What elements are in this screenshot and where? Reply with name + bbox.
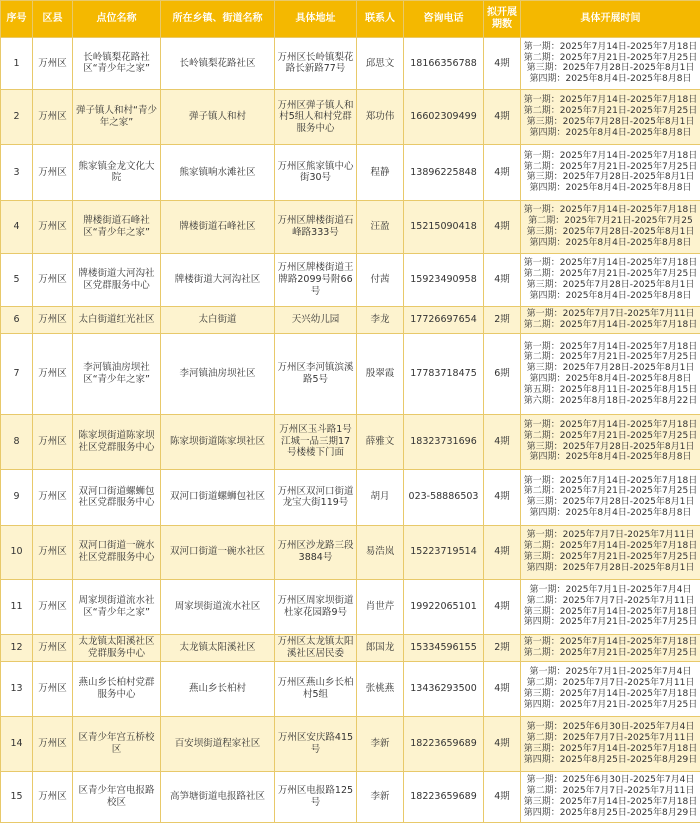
cell-period-count: 4期: [484, 469, 521, 525]
schedule-period: 第一期：2025年7月7日-2025年7月11日: [526, 530, 695, 541]
cell-address: 万州区双河口街道龙宝大街119号: [275, 469, 357, 525]
cell-contact-person: 汪盈: [357, 200, 404, 253]
cell-phone: 18323731696: [404, 414, 484, 469]
schedule-period: 第三期：2025年7月14日-2025年7月18日: [523, 689, 698, 699]
header-cell: 所在乡镇、街道名称: [161, 1, 275, 38]
cell-town-street: 太龙镇太阳溪社区: [161, 634, 275, 661]
cell-schedule: [521, 525, 700, 579]
cell-site-name: 双河口街道一碗水社区党群服务中心: [73, 525, 161, 579]
cell-period-count: 4期: [484, 89, 521, 144]
header-cell: 联系人: [357, 1, 404, 38]
table-row: [1, 334, 700, 414]
table-row: [1, 253, 700, 306]
table-row: [1, 144, 700, 200]
cell-serial-number: 11: [1, 579, 33, 634]
table-row: [1, 414, 700, 469]
schedule-period: 第一期：2025年7月1日-2025年7月4日: [529, 584, 692, 595]
cell-address: 万州区牌楼街道王牌路2099号附66号: [275, 253, 357, 306]
cell-contact-person: 郑功伟: [357, 89, 404, 144]
cell-phone: 15334596155: [404, 634, 484, 661]
cell-phone: 15223719514: [404, 525, 484, 579]
cell-contact-person: 殷翠霞: [357, 334, 404, 414]
header-cell: 咨询电话: [404, 1, 484, 38]
cell-phone: 16602309499: [404, 89, 484, 144]
table-row: [1, 662, 700, 717]
cell-schedule: [521, 662, 700, 717]
cell-site-name: 长岭镇梨花路社区“青少年之家”: [73, 38, 161, 90]
cell-period-count: 4期: [484, 525, 521, 579]
cell-contact-person: 薛雅文: [357, 414, 404, 469]
schedule-period: 第三期：2025年7月28日-2025年8月1日: [526, 226, 695, 237]
cell-period-count: 2期: [484, 306, 521, 333]
cell-district: 万州区: [33, 38, 73, 90]
cell-district: 万州区: [33, 579, 73, 634]
cell-site-name: 区青少年宫电报路校区: [73, 771, 161, 822]
cell-town-street: 百安坝街道程家社区: [161, 716, 275, 771]
cell-schedule: [521, 334, 700, 414]
cell-address: 万州区周家坝街道杜家花园路9号: [275, 579, 357, 634]
cell-district: 万州区: [33, 253, 73, 306]
cell-phone: 13896225848: [404, 144, 484, 200]
cell-serial-number: 3: [1, 144, 33, 200]
cell-site-name: 牌楼街道石峰社区“青少年之家”: [73, 200, 161, 253]
cell-contact-person: 张桃燕: [357, 662, 404, 717]
cell-town-street: 双河口街道一碗水社区: [161, 525, 275, 579]
header-row: [1, 1, 700, 38]
header-cell: 拟开展期数: [484, 1, 521, 38]
schedule-period: 第三期：2025年7月28日-2025年8月1日: [526, 279, 695, 290]
cell-contact-person: 郎国龙: [357, 634, 404, 661]
cell-phone: 17726697654: [404, 306, 484, 333]
table-row: [1, 200, 700, 253]
cell-site-name: 双河口街道螺蛳包社区党群服务中心: [73, 469, 161, 525]
schedule-period: 第二期：2025年7月21日-2025年7月25日: [523, 647, 698, 658]
cell-period-count: 4期: [484, 200, 521, 253]
cell-phone: 023-58886503: [404, 469, 484, 525]
schedule-period: 第五期：2025年8月11日-2025年8月15日: [523, 384, 698, 395]
cell-town-street: 周家坝街道流水社区: [161, 579, 275, 634]
schedule-period: 第二期：2025年7月21日-2025年7月25日: [523, 352, 698, 363]
cell-district: 万州区: [33, 414, 73, 469]
schedule-period: 第四期：2025年8月4日-2025年8月8日: [529, 290, 692, 301]
schedule-period: 第二期：2025年7月14日-2025年7月18日: [523, 541, 698, 552]
schedule-period: 第三期：2025年7月28日-2025年8月1日: [526, 497, 695, 508]
cell-address: 万州区弹子镇人和村5组人和村党群服务中心: [275, 89, 357, 144]
cell-town-street: 太白街道: [161, 306, 275, 333]
schedule-period: 第二期：2025年7月21日-2025年7月25日: [523, 268, 698, 279]
schedule-period: 第三期：2025年7月14日-2025年7月18日: [523, 743, 698, 754]
schedule-period: 第一期：2025年7月14日-2025年7月18日: [523, 636, 698, 647]
cell-contact-person: 易浩岚: [357, 525, 404, 579]
schedule-period: 第一期：2025年7月14日-2025年7月18日: [523, 258, 698, 269]
schedule-period: 第一期：2025年6月30日-2025年7月4日: [526, 775, 695, 786]
cell-site-name: 李河镇油房坝社区“青少年之家”: [73, 334, 161, 414]
cell-serial-number: 9: [1, 469, 33, 525]
cell-town-street: 高笋塘街道电报路社区: [161, 771, 275, 822]
cell-address: 万州区李河镇滨溪路5号: [275, 334, 357, 414]
cell-period-count: 4期: [484, 38, 521, 90]
schedule-period: 第二期：2025年7月21日-2025年7月25: [528, 216, 693, 227]
table-row: [1, 89, 700, 144]
schedule-period: 第二期：2025年7月21日-2025年7月25日: [523, 161, 698, 172]
cell-period-count: 6期: [484, 334, 521, 414]
cell-schedule: [521, 38, 700, 90]
header-cell: 具体开展时间: [521, 1, 700, 38]
cell-district: 万州区: [33, 200, 73, 253]
cell-contact-person: 肖世芹: [357, 579, 404, 634]
table-row: [1, 525, 700, 579]
cell-address: 万州区电报路125号: [275, 771, 357, 822]
cell-schedule: [521, 414, 700, 469]
cell-site-name: 太龙镇太阳溪社区党群服务中心: [73, 634, 161, 661]
cell-serial-number: 13: [1, 662, 33, 717]
cell-district: 万州区: [33, 716, 73, 771]
header-cell: 区县: [33, 1, 73, 38]
cell-phone: 15923490958: [404, 253, 484, 306]
cell-schedule: [521, 716, 700, 771]
cell-schedule: [521, 469, 700, 525]
cell-period-count: 4期: [484, 771, 521, 822]
cell-schedule: [521, 144, 700, 200]
cell-site-name: 区青少年宫五桥校区: [73, 716, 161, 771]
table-row: [1, 469, 700, 525]
cell-district: 万州区: [33, 662, 73, 717]
cell-period-count: 4期: [484, 716, 521, 771]
schedule-period: 第三期：2025年7月28日-2025年8月1日: [526, 172, 695, 183]
cell-town-street: 弹子镇人和村: [161, 89, 275, 144]
schedule-period: 第二期：2025年7月7日-2025年7月11日: [526, 733, 695, 744]
cell-site-name: 牌楼街道大河沟社区党群服务中心: [73, 253, 161, 306]
cell-phone: 18166356788: [404, 38, 484, 90]
schedule-period: 第一期：2025年7月14日-2025年7月18日: [523, 205, 698, 216]
schedule-period: 第四期：2025年8月4日-2025年8月8日: [529, 74, 692, 85]
cell-site-name: 燕山乡长柏村党群服务中心: [73, 662, 161, 717]
schedule-period: 第一期：2025年7月14日-2025年7月18日: [523, 41, 698, 52]
schedule-period: 第三期：2025年7月28日-2025年8月1日: [526, 363, 695, 374]
cell-schedule: [521, 771, 700, 822]
cell-serial-number: 12: [1, 634, 33, 661]
header-cell: 点位名称: [73, 1, 161, 38]
cell-address: 万州区燕山乡长柏村5组: [275, 662, 357, 717]
header-cell: 具体地址: [275, 1, 357, 38]
cell-serial-number: 8: [1, 414, 33, 469]
cell-site-name: 周家坝街道流水社区“青少年之家”: [73, 579, 161, 634]
cell-site-name: 熊家镇金龙文化大院: [73, 144, 161, 200]
schedule-period: 第一期：2025年7月14日-2025年7月18日: [523, 95, 698, 106]
cell-serial-number: 10: [1, 525, 33, 579]
cell-contact-person: 李龙: [357, 306, 404, 333]
schedule-period: 第二期：2025年7月7日-2025年7月11日: [526, 786, 695, 797]
cell-serial-number: 7: [1, 334, 33, 414]
schedule-period: 第二期：2025年7月21日-2025年7月25日: [523, 486, 698, 497]
cell-period-count: 4期: [484, 144, 521, 200]
schedule-period: 第四期：2025年7月21日-2025年7月25日: [523, 617, 698, 628]
table-row: [1, 771, 700, 822]
schedule-period: 第一期：2025年7月14日-2025年7月18日: [523, 420, 698, 431]
schedule-period: 第一期：2025年7月14日-2025年7月18日: [523, 150, 698, 161]
cell-town-street: 双河口街道螺蛳包社区: [161, 469, 275, 525]
schedule-period: 第二期：2025年7月7日-2025年7月11日: [526, 595, 695, 606]
table-row: [1, 716, 700, 771]
cell-town-street: 陈家坝街道陈家坝社区: [161, 414, 275, 469]
cell-contact-person: 李新: [357, 716, 404, 771]
schedule-period: 第三期：2025年7月28日-2025年8月1日: [526, 63, 695, 74]
cell-serial-number: 15: [1, 771, 33, 822]
cell-town-street: 燕山乡长柏村: [161, 662, 275, 717]
schedule-period: 第四期：2025年8月4日-2025年8月8日: [529, 507, 692, 518]
schedule-period: 第四期：2025年8月4日-2025年8月8日: [529, 237, 692, 248]
cell-address: 万州区熊家镇中心街30号: [275, 144, 357, 200]
cell-contact-person: 程静: [357, 144, 404, 200]
cell-address: 万州区沙龙路三段3884号: [275, 525, 357, 579]
cell-town-street: 长岭镇梨花路社区: [161, 38, 275, 90]
cell-district: 万州区: [33, 469, 73, 525]
cell-serial-number: 2: [1, 89, 33, 144]
cell-district: 万州区: [33, 306, 73, 333]
schedule-period: 第一期：2025年7月14日-2025年7月18日: [523, 341, 698, 352]
cell-schedule: [521, 634, 700, 661]
schedule-period: 第一期：2025年7月7日-2025年7月11日: [526, 309, 695, 320]
cell-schedule: [521, 200, 700, 253]
cell-district: 万州区: [33, 771, 73, 822]
cell-serial-number: 4: [1, 200, 33, 253]
schedule-period: 第一期：2025年7月1日-2025年7月4日: [529, 667, 692, 678]
cell-address: 万州区玉斗路1号江城一品三期17号楼楼下门面: [275, 414, 357, 469]
table-row: [1, 306, 700, 333]
table-row: [1, 579, 700, 634]
schedule-period: 第三期：2025年7月28日-2025年8月1日: [526, 441, 695, 452]
cell-phone: 18223659689: [404, 716, 484, 771]
schedule-period: 第二期：2025年7月7日-2025年7月11日: [526, 678, 695, 689]
cell-period-count: 2期: [484, 634, 521, 661]
table-row: [1, 634, 700, 661]
cell-schedule: [521, 579, 700, 634]
cell-serial-number: 1: [1, 38, 33, 90]
schedule-period: 第二期：2025年7月21日-2025年7月25日: [523, 106, 698, 117]
table-row: [1, 38, 700, 90]
cell-contact-person: 邱思文: [357, 38, 404, 90]
cell-phone: 15215090418: [404, 200, 484, 253]
cell-period-count: 4期: [484, 579, 521, 634]
schedule-period: 第一期：2025年6月30日-2025年7月4日: [526, 722, 695, 733]
cell-town-street: 牌楼街道石峰社区: [161, 200, 275, 253]
cell-phone: 17783718475: [404, 334, 484, 414]
cell-contact-person: 李新: [357, 771, 404, 822]
schedule-period: 第四期：2025年8月4日-2025年8月8日: [529, 127, 692, 138]
cell-address: 万州区太龙镇太阳溪社区居民委: [275, 634, 357, 661]
schedule-period: 第二期：2025年7月14日-2025年7月18日: [523, 319, 698, 330]
schedule-period: 第四期：2025年7月21日-2025年7月25日: [523, 699, 698, 710]
schedule-period: 第六期：2025年8月18日-2025年8月22日: [523, 395, 698, 406]
cell-address: 万州区安庆路415号: [275, 716, 357, 771]
cell-address: 天兴幼儿园: [275, 306, 357, 333]
cell-site-name: 弹子镇人和村“青少年之家”: [73, 89, 161, 144]
schedule-period: 第四期：2025年8月25日-2025年8月29日: [523, 807, 698, 818]
cell-town-street: 熊家镇响水滩社区: [161, 144, 275, 200]
schedule-period: 第四期：2025年8月4日-2025年8月8日: [529, 452, 692, 463]
cell-serial-number: 5: [1, 253, 33, 306]
cell-phone: 19922065101: [404, 579, 484, 634]
cell-phone: 13436293500: [404, 662, 484, 717]
schedule-period: 第三期：2025年7月28日-2025年8月1日: [526, 116, 695, 127]
cell-contact-person: 付茜: [357, 253, 404, 306]
cell-schedule: [521, 253, 700, 306]
cell-town-street: 李河镇油房坝社区: [161, 334, 275, 414]
schedule-period: 第四期：2025年8月4日-2025年8月8日: [529, 373, 692, 384]
schedule-period: 第二期：2025年7月21日-2025年7月25日: [523, 430, 698, 441]
cell-address: 万州区长岭镇梨花路长新路77号: [275, 38, 357, 90]
cell-district: 万州区: [33, 89, 73, 144]
cell-district: 万州区: [33, 634, 73, 661]
cell-schedule: [521, 306, 700, 333]
cell-schedule: [521, 89, 700, 144]
cell-town-street: 牌楼街道大河沟社区: [161, 253, 275, 306]
cell-serial-number: 6: [1, 306, 33, 333]
schedule-period: 第三期：2025年7月21日-2025年7月25日: [523, 552, 698, 563]
cell-period-count: 4期: [484, 414, 521, 469]
schedule-period: 第二期：2025年7月21日-2025年7月25日: [523, 52, 698, 63]
schedule-period: 第四期：2025年8月4日-2025年8月8日: [529, 183, 692, 194]
cell-address: 万州区牌楼街道石峰路333号: [275, 200, 357, 253]
cell-contact-person: 胡月: [357, 469, 404, 525]
schedule-period: 第四期：2025年7月28日-2025年8月1日: [526, 562, 695, 573]
cell-district: 万州区: [33, 525, 73, 579]
header-cell: 序号: [1, 1, 33, 38]
schedule-period: 第一期：2025年7月14日-2025年7月18日: [523, 475, 698, 486]
cell-phone: 18223659689: [404, 771, 484, 822]
schedule-period: 第三期：2025年7月14日-2025年7月18日: [523, 606, 698, 617]
cell-site-name: 太白街道红光社区: [73, 306, 161, 333]
cell-site-name: 陈家坝街道陈家坝社区党群服务中心: [73, 414, 161, 469]
schedule-period: 第四期：2025年8月25日-2025年8月29日: [523, 754, 698, 765]
cell-period-count: 4期: [484, 662, 521, 717]
cell-period-count: 4期: [484, 253, 521, 306]
cell-district: 万州区: [33, 144, 73, 200]
cell-serial-number: 14: [1, 716, 33, 771]
schedule-period: 第三期：2025年7月14日-2025年7月18日: [523, 796, 698, 807]
cell-district: 万州区: [33, 334, 73, 414]
